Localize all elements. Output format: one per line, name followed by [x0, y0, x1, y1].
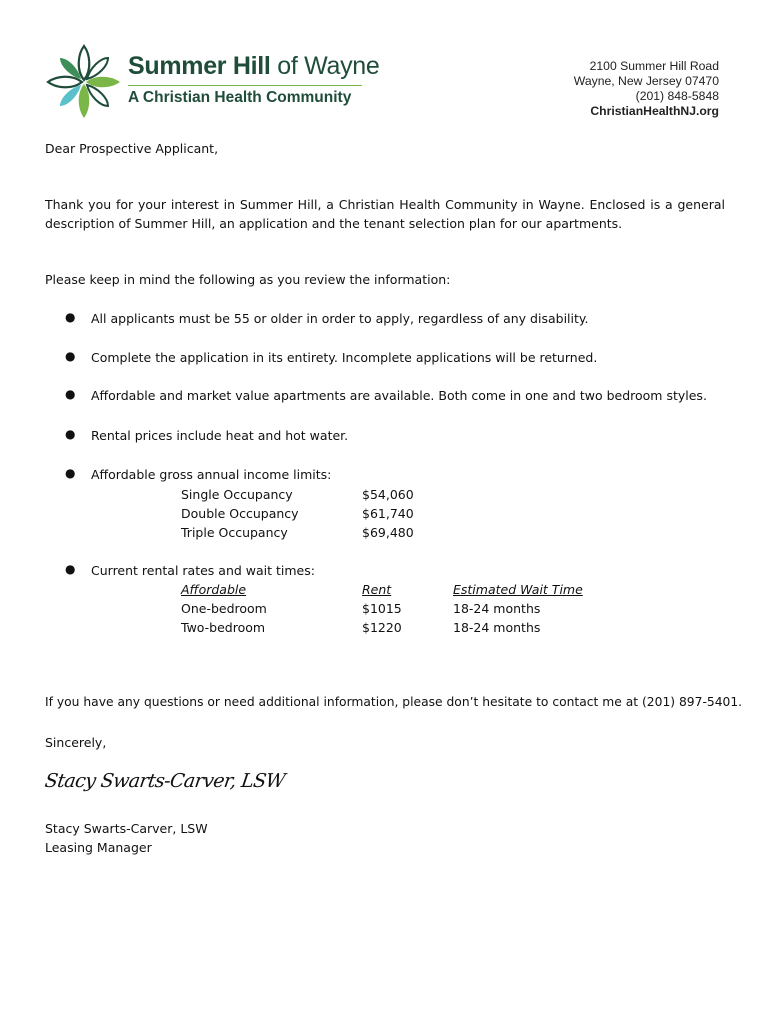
bullet-dot: ●	[65, 466, 76, 480]
income-value: $54,060	[362, 487, 414, 502]
rates-header-wait-time: Estimated Wait Time	[453, 582, 583, 597]
contact-paragraph: If you have any questions or need additional information, please don’t hesitate to contact me at (201) 897-5401.	[45, 695, 743, 709]
rates-cell: 18-24 months	[453, 620, 541, 635]
income-label: Double Occupancy	[181, 506, 299, 521]
rates-cell: Two-bedroom	[181, 620, 266, 635]
brand-tagline: A Christian Health Community	[128, 89, 352, 106]
rates-header-affordable: Affordable	[181, 582, 247, 597]
address-block	[574, 59, 719, 119]
signer-title: Leasing Manager	[45, 840, 152, 855]
brand-divider	[128, 85, 362, 86]
bullet-dot: ●	[65, 349, 76, 363]
rates-cell: $1015	[362, 601, 402, 616]
intro-paragraph: Thank you for your interest in Summer Hill, a Christian Health Community in Wayne. Enclosed is a general description of Summer Hill, an application and the tenant selection plan for our apartments.	[45, 197, 725, 231]
bullet-dot: ●	[65, 427, 76, 441]
summer-hill-logo-icon	[46, 44, 122, 120]
closing: Sincerely,	[45, 735, 107, 750]
address-phone: (201) 848-5848	[635, 89, 719, 103]
rates-header-rent: Rent	[362, 582, 392, 597]
rates-cell: One-bedroom	[181, 601, 267, 616]
bullet-income-limits: Affordable gross annual income limits:	[91, 467, 332, 482]
income-value: $61,740	[362, 506, 414, 521]
bullet-utilities: Rental prices include heat and hot water.	[91, 428, 349, 443]
handwritten-signature: Stacy Swarts-Carver, LSW	[43, 770, 287, 792]
income-value: $69,480	[362, 525, 414, 540]
brand-name: Summer Hill of Wayne	[128, 52, 380, 80]
bullet-dot: ●	[65, 387, 76, 401]
website-link[interactable]: ChristianHealthNJ.org	[590, 104, 719, 118]
salutation: Dear Prospective Applicant,	[45, 141, 219, 156]
income-label: Triple Occupancy	[181, 525, 288, 540]
bullet-apartment-types: Affordable and market value apartments are available. Both come in one and two bedroom styles.	[91, 388, 707, 403]
bullet-complete-application: Complete the application in its entirety. Incomplete applications will be returned.	[91, 350, 598, 365]
bullet-dot: ●	[65, 562, 76, 576]
income-label: Single Occupancy	[181, 487, 293, 502]
signer-name: Stacy Swarts-Carver, LSW	[45, 821, 208, 836]
bullet-age-requirement: All applicants must be 55 or older in order to apply, regardless of any disability.	[91, 311, 589, 326]
rates-cell: $1220	[362, 620, 402, 635]
bullet-rental-rates: Current rental rates and wait times:	[91, 563, 315, 578]
lead-in: Please keep in mind the following as you review the information:	[45, 272, 451, 287]
address-city: Wayne, New Jersey 07470	[573, 74, 719, 88]
rates-cell: 18-24 months	[453, 601, 541, 616]
address-street: 2100 Summer Hill Road	[589, 59, 719, 73]
bullet-dot: ●	[65, 310, 76, 324]
